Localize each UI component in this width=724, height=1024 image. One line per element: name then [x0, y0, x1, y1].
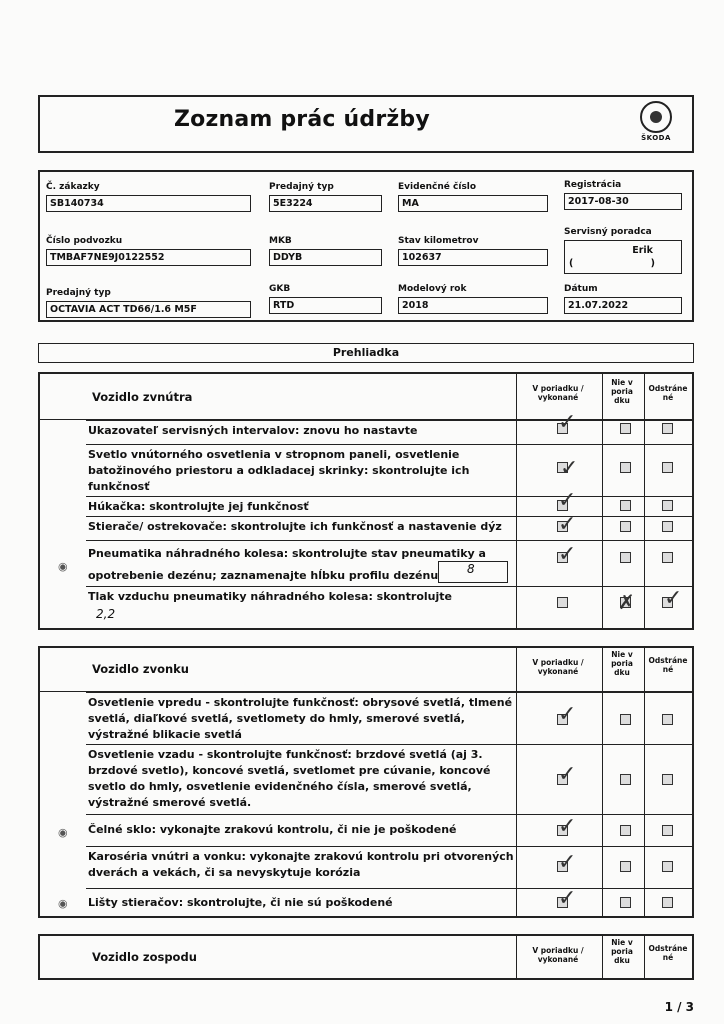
section-title: Prehliadka: [38, 343, 694, 363]
exterior-table: [38, 646, 694, 918]
eye-icon: ◉: [58, 560, 68, 573]
registration-date-field: Registrácia 2017-08-30: [564, 180, 682, 210]
col-ok-header: V poriadku / vykonané: [532, 384, 584, 402]
checkbox[interactable]: [662, 521, 673, 532]
eye-icon: ◉: [58, 826, 68, 839]
page-number: 1 / 3: [664, 1000, 694, 1014]
col-not-ok-header: Nie v poria dku: [611, 378, 633, 405]
tread-depth-value: 8: [438, 561, 508, 583]
col-not-ok-header: Nie v poria dku: [611, 938, 633, 965]
service-advisor-field: Servisný poradca Erik ( ): [564, 227, 682, 274]
list-item: Čelné sklo: vykonajte zrakovú kontrolu, či nie je poškodené: [86, 814, 692, 846]
checkbox[interactable]: [620, 897, 631, 908]
col-not-ok-header: Nie v poria dku: [611, 650, 633, 677]
eye-icon: ◉: [58, 897, 68, 910]
checkbox[interactable]: [662, 714, 673, 725]
check-mark-icon: ✓: [558, 542, 577, 567]
tire-pressure-value: 2,2: [96, 607, 116, 621]
checkbox[interactable]: [620, 521, 631, 532]
list-item: Karoséria vnútri a vonku: vykonajte zrakovú kontrolu pri otvorených dverách a vekách, či sa nevyskytuje korózia: [86, 846, 692, 888]
list-item: Stierače/ ostrekovače: skontrolujte ich funkčnosť a nastavenie dýz: [86, 516, 692, 540]
advisor-name: Erik: [632, 245, 653, 256]
checkbox[interactable]: [620, 500, 631, 511]
underside-table: [38, 934, 694, 980]
col-fixed-header: Odstráne né: [648, 944, 688, 962]
checkbox[interactable]: [662, 825, 673, 836]
checkbox[interactable]: [620, 825, 631, 836]
checkbox[interactable]: [662, 861, 673, 872]
title-box: [38, 95, 694, 153]
check-mark-icon: ✓: [664, 586, 683, 611]
col-fixed-header: Odstráne né: [648, 384, 688, 402]
checkbox[interactable]: [620, 462, 631, 473]
checkbox[interactable]: [620, 861, 631, 872]
interior-section-title: Vozidlo zvnútra: [92, 390, 193, 404]
page-title: Zoznam prác údržby: [174, 107, 430, 132]
checkbox[interactable]: [662, 552, 673, 563]
checkbox[interactable]: [662, 897, 673, 908]
check-mark-icon: ✓: [558, 850, 577, 875]
checkbox[interactable]: [662, 774, 673, 785]
skoda-logo: [634, 101, 678, 149]
gkb-field: GKB RTD: [269, 284, 382, 314]
skoda-logo-icon: [640, 101, 672, 133]
cross-mark-icon: ✗: [618, 590, 635, 614]
checkbox[interactable]: [620, 423, 631, 434]
list-item: Pneumatika náhradného kolesa: skontrolujte stav pneumatiky a opotrebenie dezénu; zaznamenajte hĺbku profilu dezénu 8: [86, 540, 692, 586]
check-mark-icon: ✓: [558, 512, 577, 537]
list-item: Svetlo vnútorného osvetlenia v stropnom paneli, osvetlenie batožinového priestoru a odkladacej skrinky: skontrolujte ich funkčnosť: [86, 444, 692, 496]
list-item: Tlak vzduchu pneumatiky náhradného kolesa: skontrolujte 2,2: [86, 586, 692, 630]
order-info: [38, 170, 694, 322]
date-field: Dátum 21.07.2022: [564, 284, 682, 314]
check-mark-icon: ✓: [558, 410, 577, 435]
checkbox[interactable]: [620, 714, 631, 725]
col-ok-header: V poriadku / vykonané: [532, 946, 584, 964]
checkbox[interactable]: [662, 462, 673, 473]
brand-name: ŠKODA: [641, 134, 671, 142]
check-mark-icon: ✓: [558, 762, 577, 787]
interior-table: [38, 372, 694, 630]
checkbox[interactable]: [662, 423, 673, 434]
checkbox[interactable]: [662, 500, 673, 511]
check-mark-icon: ✓: [558, 702, 577, 727]
check-mark-icon: ✓: [560, 456, 579, 481]
checkbox[interactable]: [620, 774, 631, 785]
model-year-field: Modelový rok 2018: [398, 284, 548, 314]
list-item: Húkačka: skontrolujte jej funkčnosť: [86, 496, 692, 516]
list-item: Osvetlenie vzadu - skontrolujte funkčnosť: brzdové svetlá (aj 3. brzdové svetlo), koncové svetlá, svetlomet pre cúvanie, koncové svetlo do hmly, osvetlenie evidenčného čísla, smerové svetlá, výstražné smerové svetlá.: [86, 744, 692, 814]
col-fixed-header: Odstráne né: [648, 656, 688, 674]
underside-section-title: Vozidlo zospodu: [92, 950, 197, 964]
list-item: Lišty stieračov: skontrolujte, či nie sú poškodené: [86, 888, 692, 918]
order-number-field: Č. zákazky SB140734: [46, 182, 251, 212]
mileage-field: Stav kilometrov 102637: [398, 236, 548, 266]
sales-type-code-field: Predajný typ 5E3224: [269, 182, 382, 212]
registration-number-field: Evidenčné číslo MA: [398, 182, 548, 212]
check-mark-icon: ✓: [558, 886, 577, 911]
col-ok-header: V poriadku / vykonané: [532, 658, 584, 676]
check-mark-icon: ✓: [558, 814, 577, 839]
list-item: Ukazovateľ servisných intervalov: znovu ho nastavte: [86, 420, 692, 444]
checkbox[interactable]: [620, 552, 631, 563]
model-field: Predajný typ OCTAVIA ACT TD66/1.6 M5F: [46, 288, 251, 318]
check-mark-icon: ✓: [558, 488, 577, 513]
list-item: Osvetlenie vpredu - skontrolujte funkčnosť: obrysové svetlá, tlmené svetlá, diaľkové svetlá, svetlomety do hmly, smerové svetlá, výstražné blikacie svetlá: [86, 692, 692, 744]
vin-field: Číslo podvozku TMBAF7NE9J0122552: [46, 236, 251, 266]
exterior-section-title: Vozidlo zvonku: [92, 662, 189, 676]
mkb-field: MKB DDYB: [269, 236, 382, 266]
checkbox[interactable]: [557, 597, 568, 608]
